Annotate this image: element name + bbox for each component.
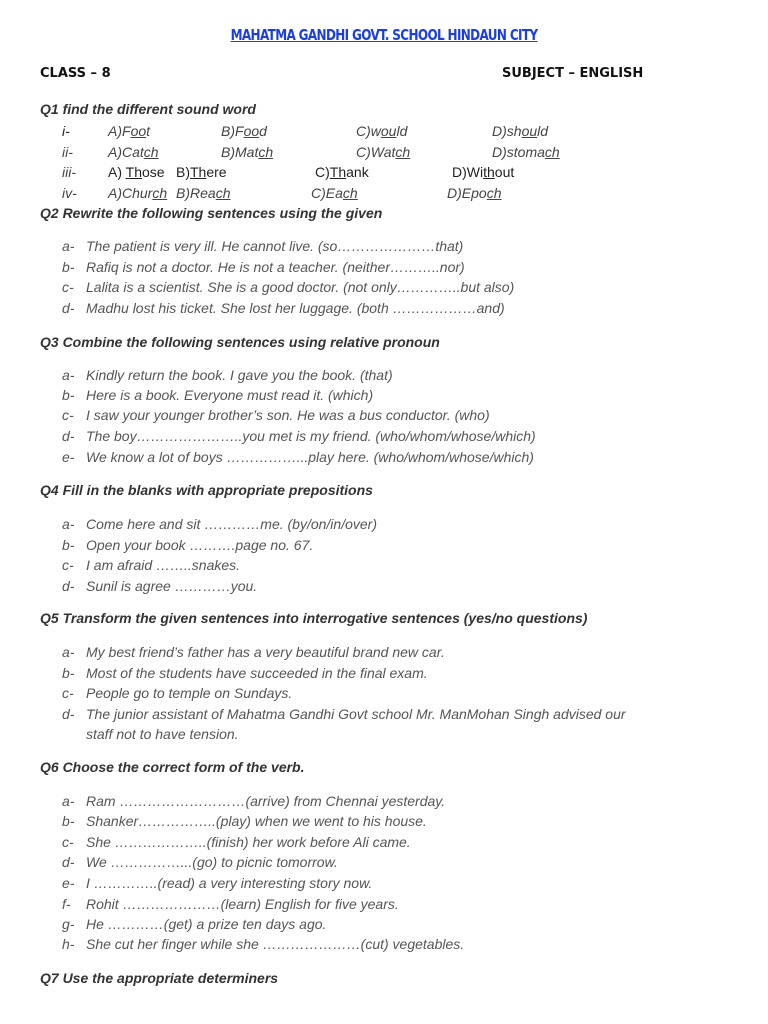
q2-item: a- The patient is very ill. He cannot live. (so…………………that) xyxy=(62,238,464,254)
q2-title: Q2 Rewrite the following sentences using the given xyxy=(40,205,383,221)
q1-row-num: iv- xyxy=(62,185,77,201)
q5-item: b- Most of the students have succeeded in the final exam. xyxy=(62,665,428,681)
q5-item: c- People go to temple on Sundays. xyxy=(62,685,293,701)
q1-option: C)Watch xyxy=(356,144,411,160)
q7-title: Q7 Use the appropriate determiners xyxy=(40,970,279,986)
q6-item: f- Rohit …………………(learn) English for five years. xyxy=(62,896,399,912)
q4-item: d- Sunil is agree …………you. xyxy=(62,578,258,594)
q1-option: A)Catch xyxy=(108,144,159,160)
q5-item: d- The junior assistant of Mahatma Gandhi Govt school Mr. ManMohan Singh advised our xyxy=(62,706,626,722)
q1-row-num: ii- xyxy=(62,144,73,160)
class-label: CLASS – 8 xyxy=(40,66,111,81)
q6-item: e- I …………..(read) a very interesting story now. xyxy=(62,875,373,891)
q3-item: d- The boy…………………..you met is my friend. (who/whom/whose/which) xyxy=(62,428,536,444)
q1-option: D)stomach xyxy=(492,144,560,160)
q6-title: Q6 Choose the correct form of the verb. xyxy=(40,759,305,775)
q4-item: b- Open your book ……….page no. 67. xyxy=(62,537,314,553)
q1-option: A) Those xyxy=(108,164,165,180)
q6-item: d- We ……………...(go) to picnic tomorrow. xyxy=(62,854,338,870)
q3-item: e- We know a lot of boys ……………...play here. (who/whom/whose/which) xyxy=(62,449,534,465)
q1-option: A)Church xyxy=(108,185,168,201)
q1-option: D)Epoch xyxy=(447,185,502,201)
q1-option: C)Thank xyxy=(315,164,369,180)
q1-option: D)should xyxy=(492,123,549,139)
subject-label: SUBJECT – ENGLISH xyxy=(502,66,644,81)
q2-item: b- Rafiq is not a doctor. He is not a teacher. (neither………..nor) xyxy=(62,259,465,275)
q4-item: c- I am afraid ……..snakes. xyxy=(62,557,241,573)
q3-item: a- Kindly return the book. I gave you the book. (that) xyxy=(62,367,393,383)
q4-title: Q4 Fill in the blanks with appropriate prepositions xyxy=(40,482,373,498)
q1-row-num: iii- xyxy=(62,164,76,180)
q3-title: Q3 Combine the following sentences using relative pronoun xyxy=(40,334,440,350)
q5-title: Q5 Transform the given sentences into interrogative sentences (yes/no questions) xyxy=(40,610,588,626)
q6-item: g- He …………(get) a prize ten days ago. xyxy=(62,916,327,932)
q1-option: B)Food xyxy=(221,123,267,139)
q6-item: b- Shanker……………..(play) when we went to his house. xyxy=(62,813,427,829)
q1-option: C)Each xyxy=(311,185,358,201)
q1-title: Q1 find the different sound word xyxy=(40,101,256,117)
q2-item: c- Lalita is a scientist. She is a good doctor. (not only…………..but also) xyxy=(62,279,515,295)
q2-item: d- Madhu lost his ticket. She lost her luggage. (both ………………and) xyxy=(62,300,505,316)
q1-option: A)Foot xyxy=(108,123,151,139)
q3-item: b- Here is a book. Everyone must read it. (which) xyxy=(62,387,374,403)
q1-option: D)Without xyxy=(452,164,515,180)
q4-item: a- Come here and sit …………me. (by/on/in/over) xyxy=(62,516,377,532)
q3-item: c- I saw your younger brother’s son. He was a bus conductor. (who) xyxy=(62,407,490,423)
q1-option: B)Reach xyxy=(176,185,231,201)
q1-option: B)There xyxy=(176,164,227,180)
q5-item: a- My best friend’s father has a very beautiful brand new car. xyxy=(62,644,445,660)
q1-option: B)Match xyxy=(221,144,274,160)
q1-option: C)would xyxy=(356,123,408,139)
q6-item: c- She ………………..(finish) her work before Ali came. xyxy=(62,834,411,850)
q6-item: a- Ram ………………………(arrive) from Chennai yesterday. xyxy=(62,793,446,809)
school-name: MAHATMA GANDHI GOVT. SCHOOL HINDAUN CITY xyxy=(230,26,538,44)
q5-item: staff not to have tension. xyxy=(86,726,239,742)
q6-item: h- She cut her finger while she …………………(cut) vegetables. xyxy=(62,936,465,952)
q1-row-num: i- xyxy=(62,123,70,139)
